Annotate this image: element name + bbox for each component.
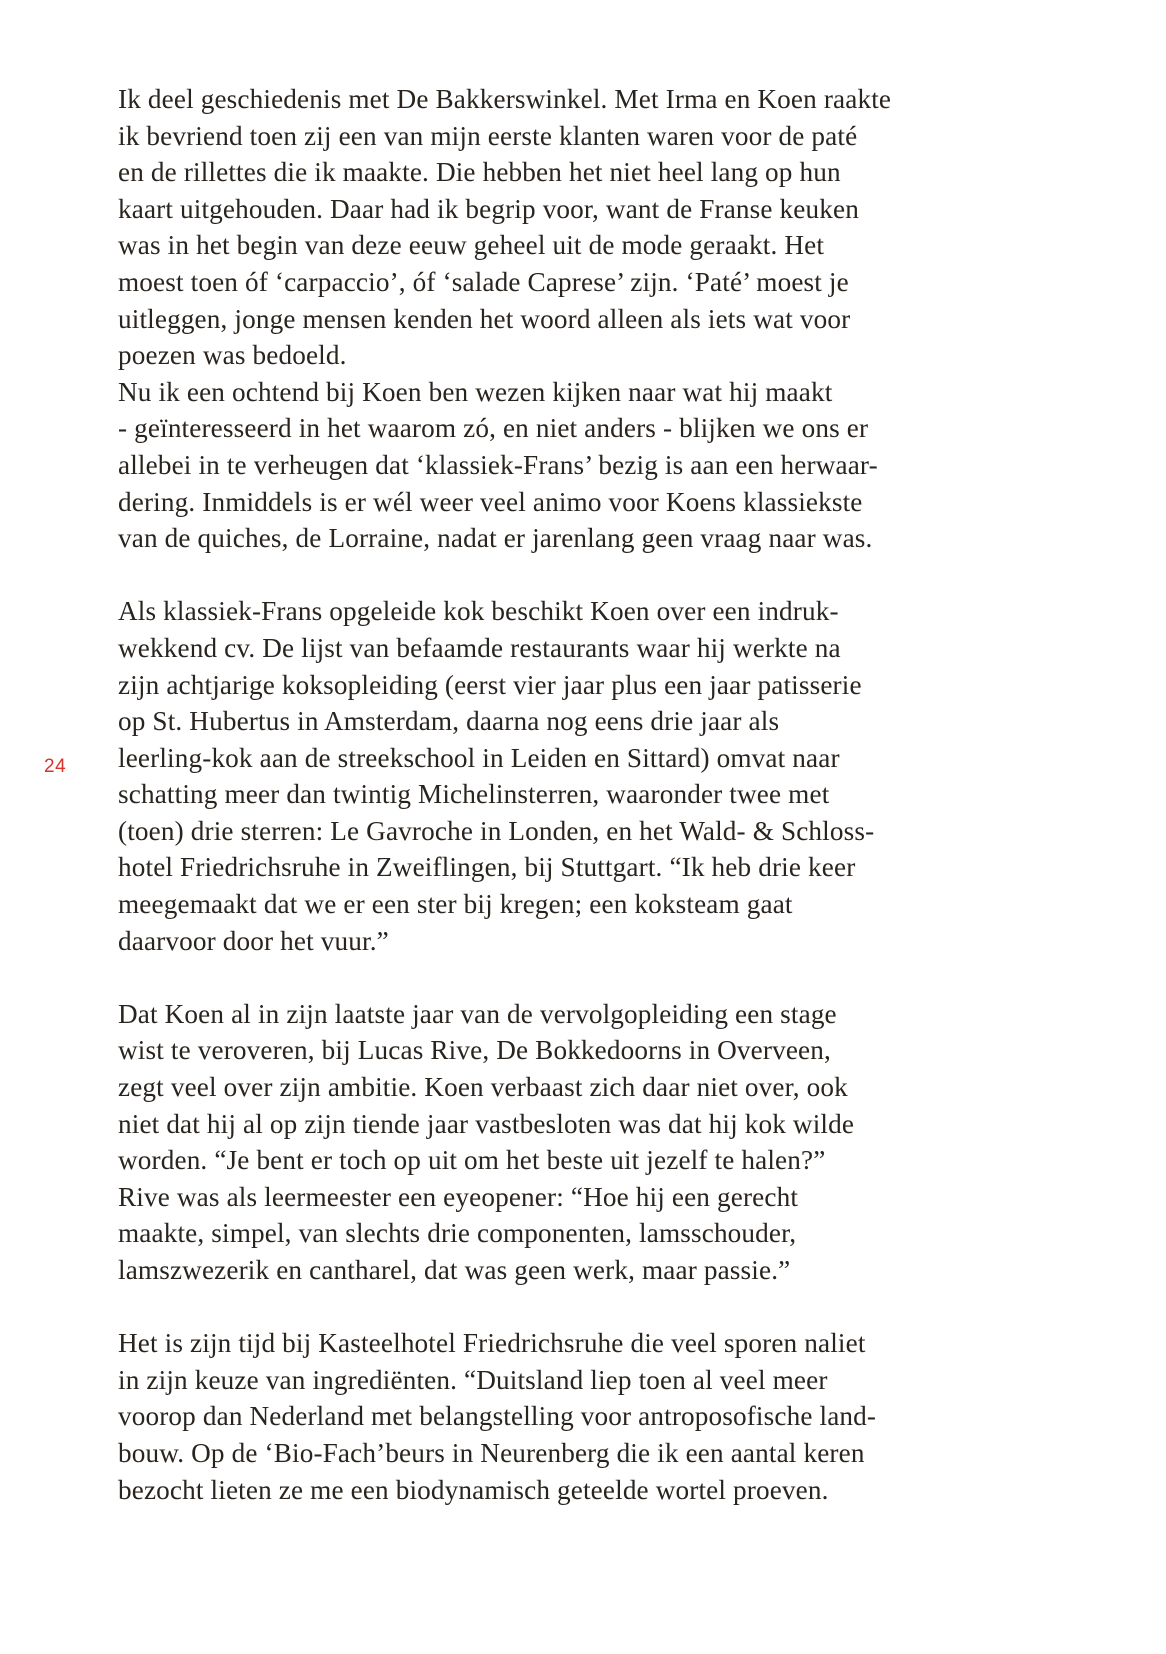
text-line: - geïnteresseerd in het waarom zó, en niet anders - blijken we ons er bbox=[118, 413, 869, 444]
text-line: Nu ik een ochtend bij Koen ben wezen kijken naar wat hij maakt bbox=[118, 376, 833, 407]
text-line: maakte, simpel, van slechts drie componenten, lamsschouder, bbox=[118, 1218, 797, 1249]
text-line: zijn achtjarige koksopleiding (eerst vier jaar plus een jaar patisserie bbox=[118, 669, 862, 700]
text-line: Ik deel geschiedenis met De Bakkerswinkel. Met Irma en Koen raakte bbox=[118, 84, 892, 114]
text-line: moest toen óf ‘carpaccio’, óf ‘salade Caprese’ zijn. ‘Paté’ moest je bbox=[118, 266, 849, 297]
text-line: Het is zijn tijd bij Kasteelhotel Friedrichsruhe die veel sporen naliet bbox=[118, 1328, 866, 1359]
text-line: wist te veroveren, bij Lucas Rive, De Bokkedoorns in Overveen, bbox=[118, 1035, 831, 1066]
text-line: worden. “Je bent er toch op uit om het beste uit jezelf te halen?” bbox=[118, 1145, 826, 1176]
page-number: 24 bbox=[44, 756, 67, 777]
text-line: daarvoor door het vuur.” bbox=[118, 925, 389, 956]
text-line: kaart uitgehouden. Daar had ik begrip voor, want de Franse keuken bbox=[118, 193, 859, 224]
text-line: in zijn keuze van ingrediënten. “Duitsland liep toen al veel meer bbox=[118, 1364, 828, 1395]
text-line: (toen) drie sterren: Le Gavroche in Londen, en het Wald- & Schloss- bbox=[118, 815, 875, 846]
text-line: niet dat hij al op zijn tiende jaar vastbesloten was dat hij kok wilde bbox=[118, 1108, 855, 1139]
text-line: dering. Inmiddels is er wél weer veel animo voor Koens klassiekste bbox=[118, 486, 863, 517]
body-text bbox=[118, 81, 1018, 1545]
text-line: schatting meer dan twintig Michelinsterren, waaronder twee met bbox=[118, 779, 830, 810]
text-line: ik bevriend toen zij een van mijn eerste klanten waren voor de paté bbox=[118, 120, 858, 151]
text-line: poezen was bedoeld. bbox=[118, 340, 347, 371]
text-line: leerling-kok aan de streekschool in Leiden en Sittard) omvat naar bbox=[118, 742, 840, 773]
text-line: allebei in te verheugen dat ‘klassiek-Frans’ bezig is aan een herwaar- bbox=[118, 449, 878, 480]
text-line: zegt veel over zijn ambitie. Koen verbaast zich daar niet over, ook bbox=[118, 1072, 848, 1103]
paragraph-2 bbox=[118, 593, 1018, 959]
text-line: Rive was als leermeester een eyeopener: “Hoe hij een gerecht bbox=[118, 1181, 799, 1212]
text-line: hotel Friedrichsruhe in Zweiflingen, bij Stuttgart. “Ik heb drie keer bbox=[118, 852, 856, 883]
paragraph-3 bbox=[118, 996, 1018, 1289]
text-line: op St. Hubertus in Amsterdam, daarna nog eens drie jaar als bbox=[118, 706, 780, 737]
text-line: wekkend cv. De lijst van befaamde restaurants waar hij werkte na bbox=[118, 632, 841, 663]
text-line: bouw. Op de ‘Bio-Fach’beurs in Neurenberg die ik een aantal keren bbox=[118, 1437, 865, 1468]
text-line: en de rillettes die ik maakte. Die hebben het niet heel lang op hun bbox=[118, 157, 841, 188]
paragraph-1 bbox=[118, 81, 1018, 557]
text-line: Als klassiek-Frans opgeleide kok beschikt Koen over een indruk- bbox=[118, 596, 839, 627]
text-line: van de quiches, de Lorraine, nadat er jarenlang geen vraag naar was. bbox=[118, 523, 873, 554]
text-line: meegemaakt dat we er een ster bij kregen; een koksteam gaat bbox=[118, 889, 793, 920]
text-line: uitleggen, jonge mensen kenden het woord alleen als iets wat voor bbox=[118, 303, 851, 334]
text-line: was in het begin van deze eeuw geheel uit de mode geraakt. Het bbox=[118, 230, 825, 261]
text-line: bezocht lieten ze me een biodynamisch geteelde wortel proeven. bbox=[118, 1474, 829, 1505]
text-line: Dat Koen al in zijn laatste jaar van de vervolgopleiding een stage bbox=[118, 998, 837, 1029]
text-line: voorop dan Nederland met belangstelling voor antroposofische land- bbox=[118, 1401, 877, 1432]
paragraph-4 bbox=[118, 1325, 1018, 1508]
text-line: lamszwezerik en cantharel, dat was geen werk, maar passie.” bbox=[118, 1255, 791, 1285]
